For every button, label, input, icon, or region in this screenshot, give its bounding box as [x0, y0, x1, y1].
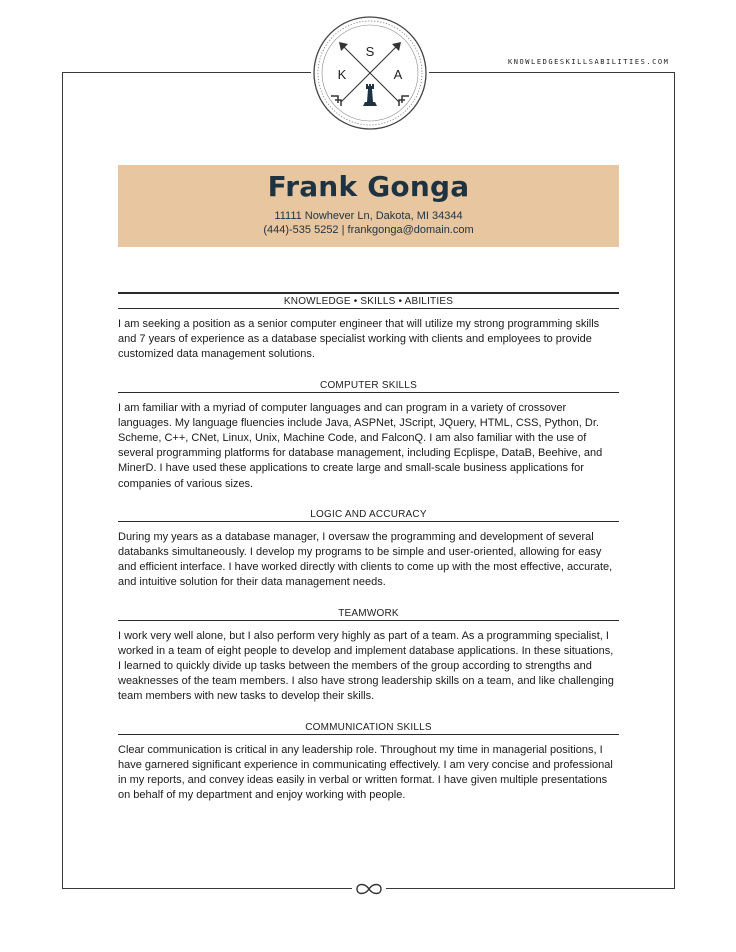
- contact-line: (444)-535 5252 | frankgonga@domain.com: [263, 224, 474, 236]
- emblem-letter-k: K: [337, 67, 347, 82]
- resume-body: [118, 292, 619, 803]
- crossed-arrows-icon: [311, 14, 429, 132]
- section-text-computer-skills: I am familiar with a myriad of computer languages and can program in a variety of crossover languages. My language fluencies include Java, ASPNet, JScript, JQuery, HTML, CSS, Python, Dr. Scheme, C++, CNet, Linux, Unix, Machine Code, and FalconQ. I am also familiar with the use of several programming platforms for database management, including Ecplispe, DataB, Beehive, and MinerD. I have used these applications to create large and small-scale business applications for companies of various sizes.: [118, 401, 603, 490]
- section-text-logic-accuracy: During my years as a database manager, I oversaw the programming and development of several databanks simultaneously. I develop my programs to be simple and user-oriented, allowing for easy and efficient interface. I have worked directly with clients to come up with the most effective, accurate, and intuitive solution for their data management needs.: [118, 530, 613, 589]
- section-text-ksa: I am seeking a position as a senior computer engineer that will utilize my strong programming skills and 7 years of experience as a database specialist working with clients and employees to provide customized data management solutions.: [118, 318, 600, 361]
- section-heading-computer-skills: COMPUTER SKILLS: [118, 378, 619, 393]
- section-heading-ksa: KNOWLEDGE • SKILLS • ABILITIES: [118, 294, 619, 309]
- section-teamwork: [118, 606, 619, 705]
- infinity-ornament-icon: [352, 880, 386, 898]
- section-heading-communication-skills: COMMUNICATION SKILLS: [118, 720, 619, 735]
- site-tag: KNOWLEDGESKILLSABILITIES.COM: [506, 58, 678, 66]
- section-heading-logic-accuracy: LOGIC AND ACCURACY: [118, 507, 619, 522]
- section-text-teamwork: I work very well alone, but I also perform very highly as part of a team. As a programming specialist, I worked in a team of eight people to develop and implement database applications. In these situations, I learned to quickly divide up tasks between the members of the group according to strengths and weaknesses of the team members. I also have strong leadership skills on a team, and like challenging team members with new tasks to develop their skills.: [118, 629, 614, 703]
- section-logic-accuracy: [118, 507, 619, 591]
- candidate-name: Frank Gonga: [267, 170, 470, 203]
- section-heading-teamwork: TEAMWORK: [118, 606, 619, 621]
- name-banner: [118, 165, 619, 247]
- emblem-letter-a: A: [393, 67, 403, 82]
- ksa-emblem-logo: [311, 14, 429, 132]
- address-line: 11111 Nowhever Ln, Dakota, MI 34344: [274, 210, 463, 222]
- section-communication-skills: [118, 720, 619, 804]
- section-text-communication-skills: Clear communication is critical in any leadership role. Throughout my time in managerial positions, I have garnered significant experience in communicating effectively. I am very concise and professional in my reports, and convey ideas easily in verbal or written format. I have given multiple presentations on behalf of my department and enjoy working with people.: [118, 743, 613, 802]
- section-computer-skills: [118, 378, 619, 492]
- emblem-letter-s: S: [365, 44, 375, 59]
